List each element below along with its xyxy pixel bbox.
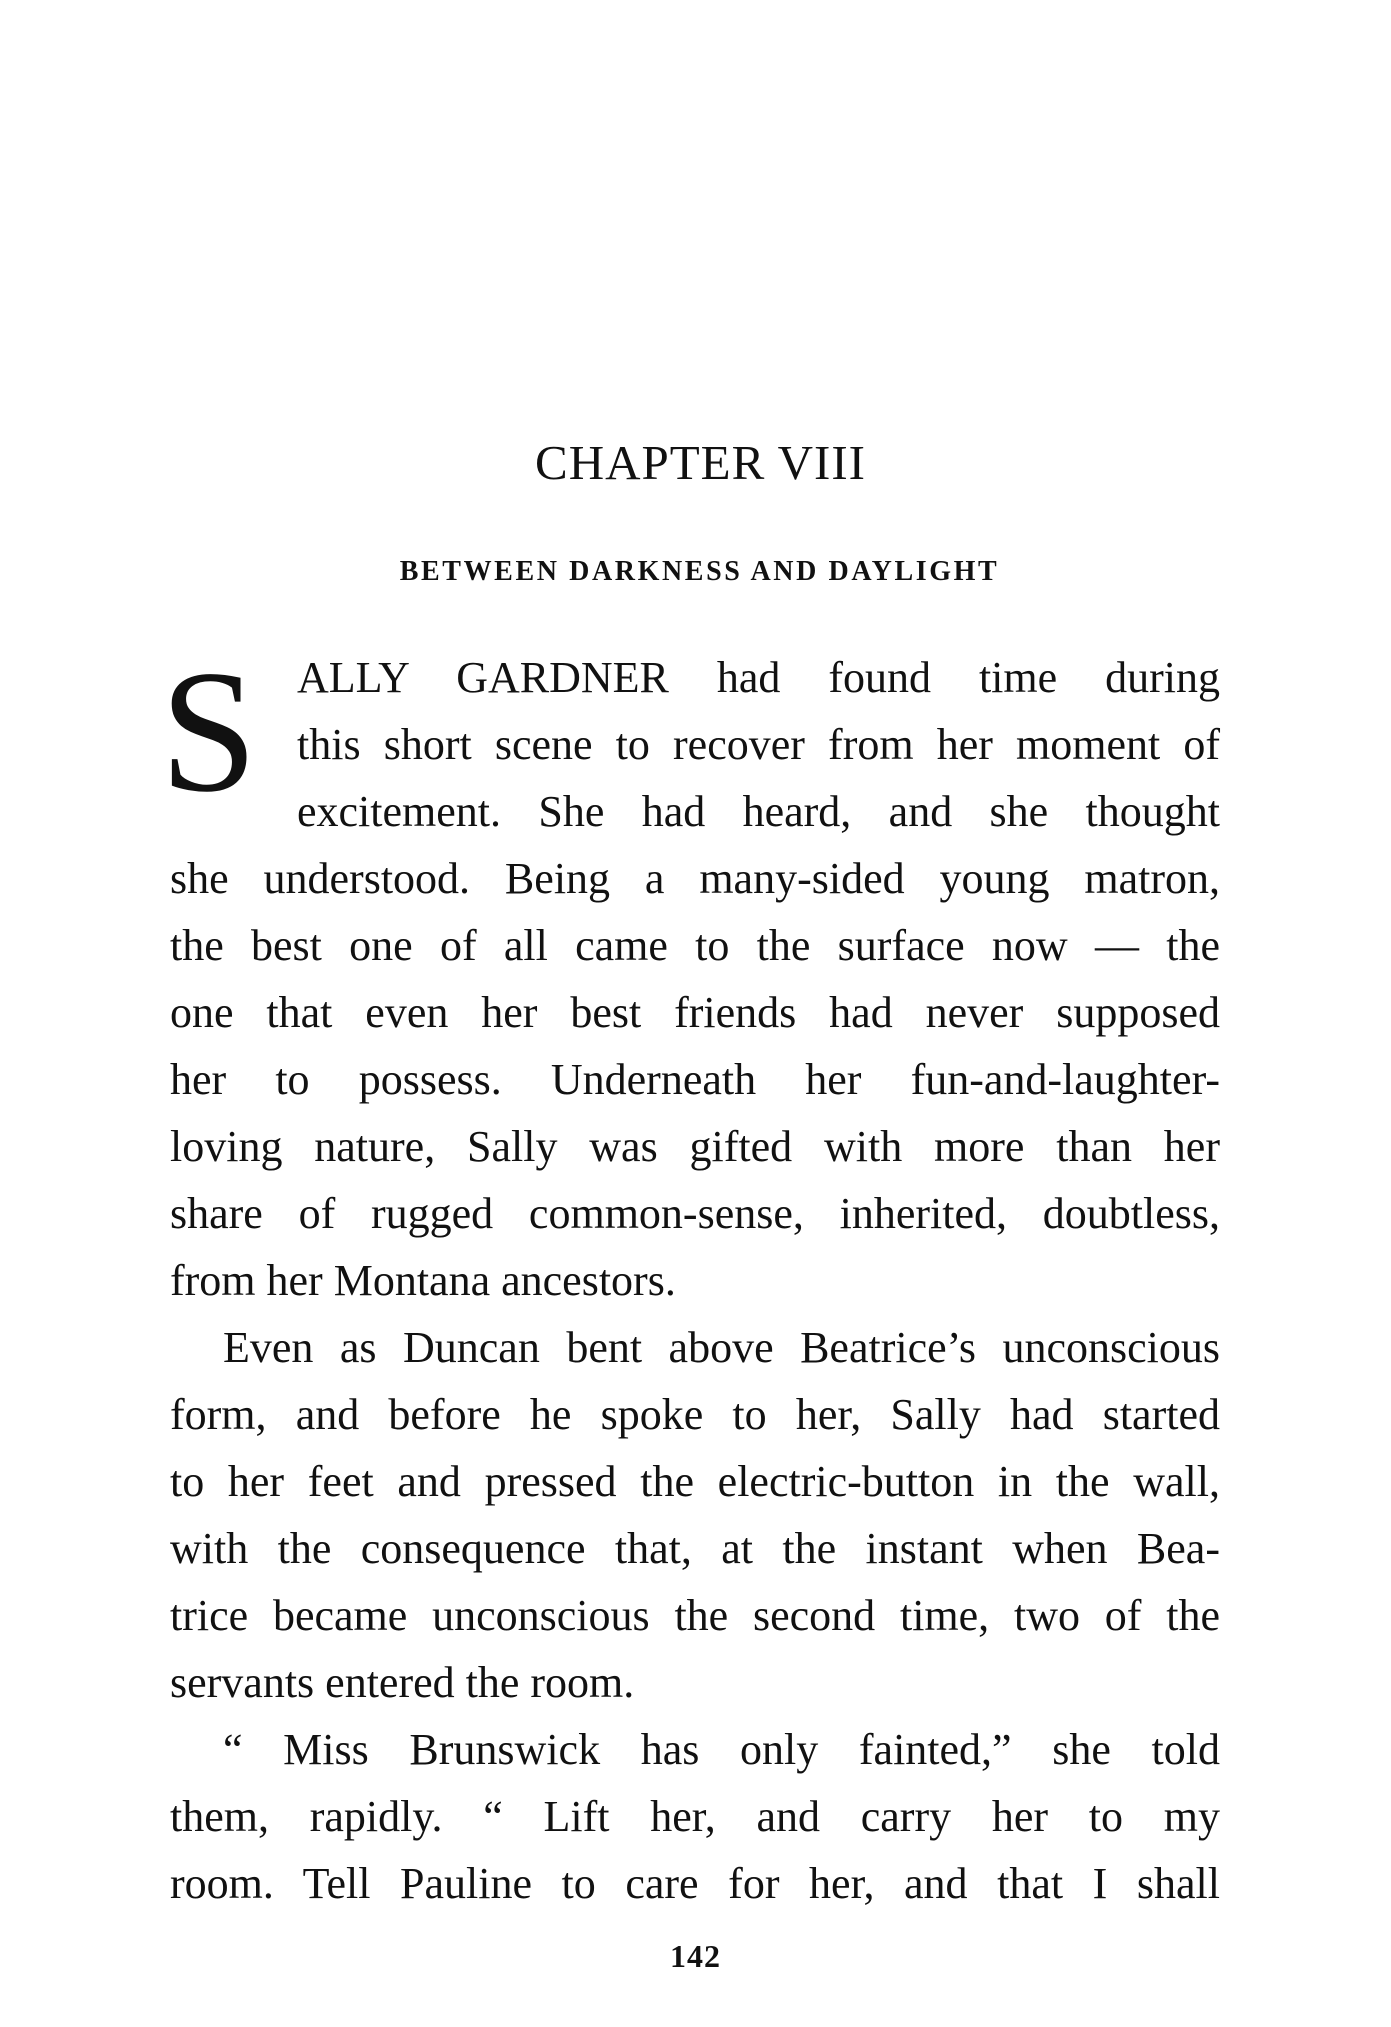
text-line: servants entered the room. <box>170 1658 635 1707</box>
text-line: Even as Duncan bent above Beatrice’s unconscious <box>223 1323 1220 1372</box>
text-line: to her feet and pressed the electric-button in the wall, <box>170 1457 1220 1506</box>
text-line: excitement. She had heard, and she thought <box>297 787 1220 836</box>
text-line: room. Tell Pauline to care for her, and that I shall <box>170 1859 1220 1908</box>
text-line: ALLY GARDNER had found time during <box>297 653 1220 702</box>
chapter-subtitle: BETWEEN DARKNESS AND DAYLIGHT <box>399 556 1000 587</box>
text-line: share of rugged common-sense, inherited, doubtless, <box>170 1189 1220 1238</box>
text-line: loving nature, Sally was gifted with more than her <box>170 1122 1220 1171</box>
text-line: she understood. Being a many-sided young matron, <box>170 854 1220 903</box>
text-line: with the consequence that, at the instant when Bea- <box>170 1524 1220 1573</box>
drop-cap: S <box>160 634 258 828</box>
text-line: form, and before he spoke to her, Sally had started <box>170 1390 1220 1439</box>
text-line: the best one of all came to the surface now — the <box>170 921 1220 970</box>
text-line: trice became unconscious the second time, two of the <box>170 1591 1220 1640</box>
text-line: her to possess. Underneath her fun-and-laughter- <box>170 1055 1220 1104</box>
text-line: “ Miss Brunswick has only fainted,” she told <box>223 1725 1220 1774</box>
text-line: one that even her best friends had never supposed <box>170 988 1220 1037</box>
chapter-title: CHAPTER VIII <box>535 435 866 490</box>
text-line: them, rapidly. “ Lift her, and carry her to my <box>170 1792 1220 1841</box>
text-line: from her Montana ancestors. <box>170 1256 676 1305</box>
text-line: this short scene to recover from her moment of <box>297 720 1220 769</box>
page-number: 142 <box>670 1938 721 1974</box>
